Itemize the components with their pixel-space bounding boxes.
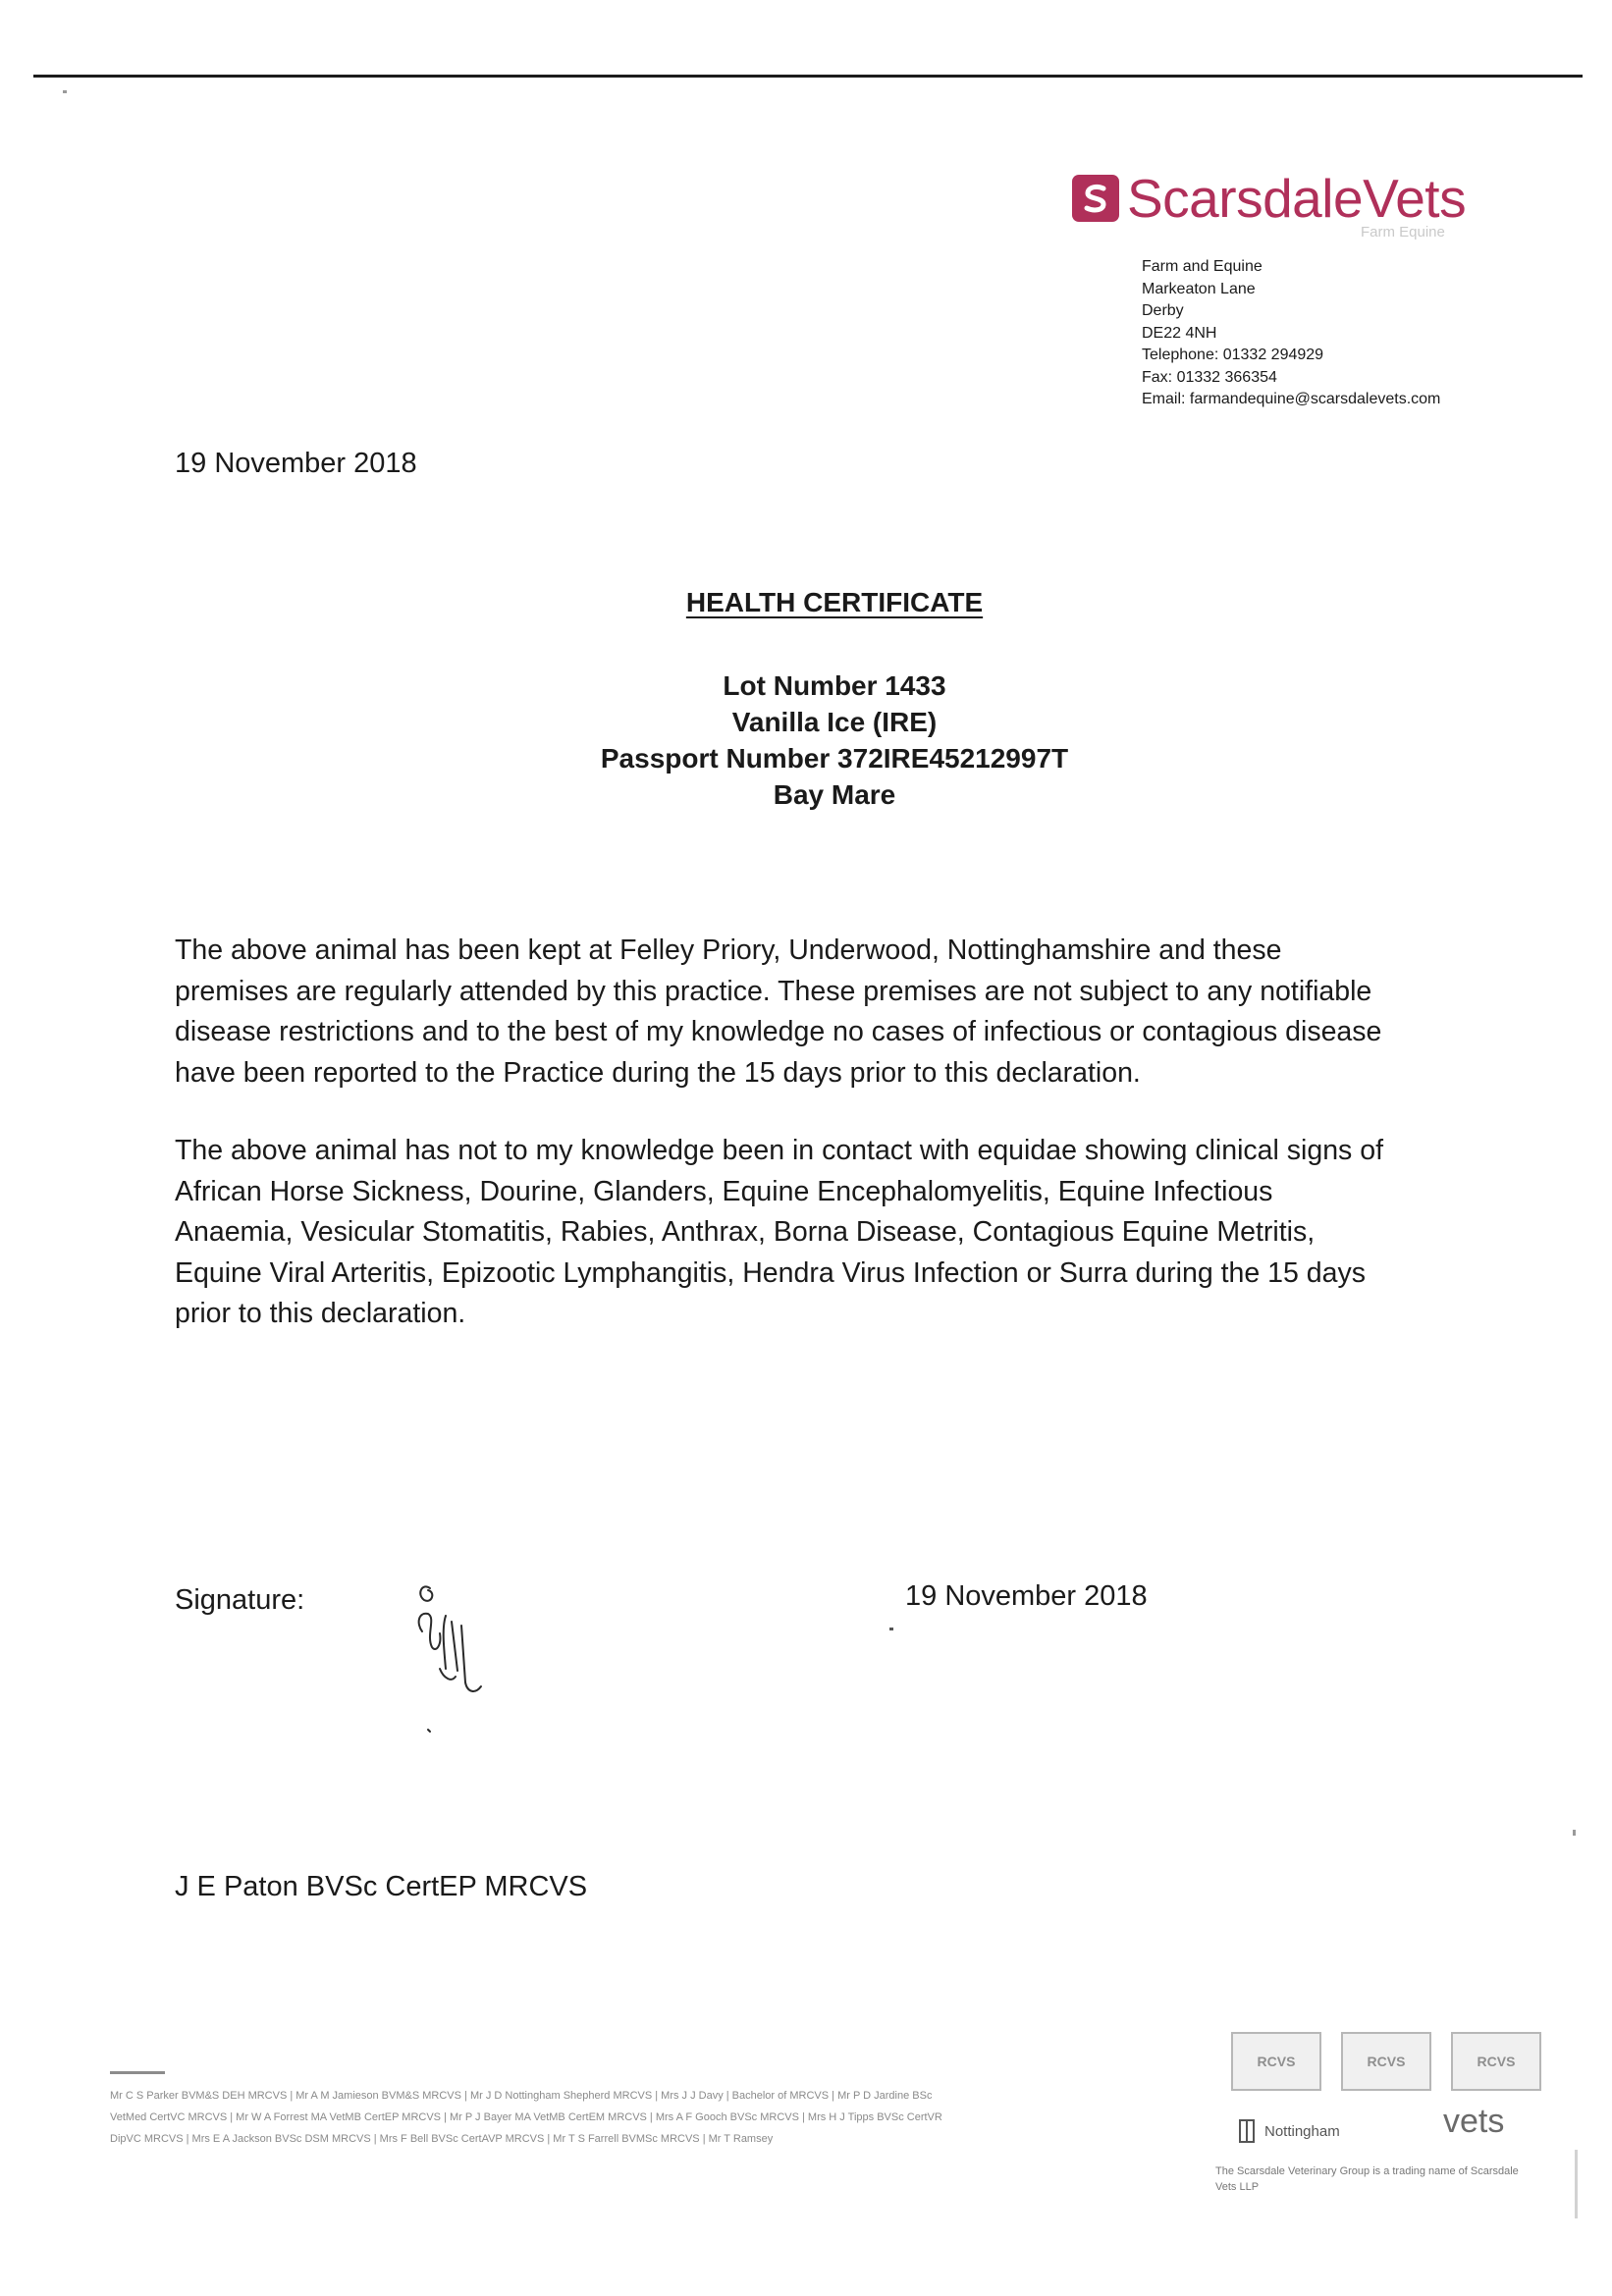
signature-date: 19 November 2018 [905,1580,1148,1612]
brand-name: ScarsdaleVets [1127,167,1467,229]
paragraph-line: have been reported to the Practice during the 15 days prior to this declaration. [175,1056,1141,1089]
paragraph-line: The above animal has been kept at Felley Priory, Underwood, Nottinghamshire and these [175,934,1282,966]
paragraph-line: premises are regularly attended by this practice. These premises are not subject to any notifiable [175,975,1372,1007]
practice-address [1142,256,1440,411]
rcvs-badge: RCVS [1341,2032,1431,2091]
directors-line: VetMed CertVC MRCVS | Mr W A Forrest MA VetMB CertEP MRCVS | Mr P J Bayer MA VetMB CertEM MRCVS | Mrs A F Gooch BVSc MRCVS | Mrs H J Tipps BVSc CertVR [110,2111,942,2123]
animal-details [0,667,1612,813]
scan-speck [63,90,67,93]
paragraph-line: African Horse Sickness, Dourine, Glanders, Equine Encephalomyelitis, Equine Infectious [175,1175,1273,1207]
fax: Fax: 01332 366354 [1142,368,1277,386]
contact-paragraph [175,1131,1383,1335]
address-line: Farm and Equine [1142,258,1263,275]
scan-speck [889,1628,893,1630]
university-name: Nottingham [1264,2122,1340,2140]
logo-mark-icon [1072,175,1119,222]
rcvs-badge: RCVS [1451,2032,1541,2091]
trading-name-note: The Scarsdale Veterinary Group is a trading name of Scarsdale Vets LLP [1215,2165,1519,2193]
directors-line: Mr C S Parker BVM&S DEH MRCVS | Mr A M Jamieson BVM&S MRCVS | Mr J D Nottingham Shepherd MRCVS | Mrs J J Davy | Bachelor of MRCVS | Mr P D Jardine BSc [110,2090,933,2102]
scarsdale-logo [1072,169,1466,228]
paragraph-line: Anaemia, Vesicular Stomatitis, Rabies, Anthrax, Borna Disease, Contagious Equine Metritis, [175,1216,1316,1248]
paragraph-line: disease restrictions and to the best of my knowledge no cases of infectious or contagious disease [175,1016,1382,1047]
scan-speck [1573,1830,1576,1836]
handwritten-signature [406,1575,524,1746]
rcvs-badges [1231,2032,1541,2091]
certificate-title: HEALTH CERTIFICATE [685,587,984,617]
rcvs-badge: RCVS [1231,2032,1321,2091]
brand-subtitle: Farm Equine [1361,224,1445,240]
address-line: Derby [1142,302,1184,319]
paragraph-line: Equine Viral Arteritis, Epizootic Lymphangitis, Hendra Virus Infection or Surra during the 15 days [175,1256,1366,1289]
university-logo [1237,2118,1340,2144]
university-crest-icon [1237,2118,1257,2144]
premises-paragraph [175,931,1381,1094]
passport-number: Passport Number 372IRE45212997T [600,743,1069,774]
signatory-name: J E Paton BVSc CertEP MRCVS [175,1871,588,1902]
scan-edge-mark [1575,2150,1578,2218]
horse-name: Vanilla Ice (IRE) [731,707,938,737]
footer-dash [110,2071,165,2074]
paragraph-line: The above animal has not to my knowledge been in contact with equidae showing clinical signs of [175,1135,1383,1166]
email: Email: farmandequine@scarsdalevets.com [1142,391,1441,407]
directors-list [110,2085,1200,2150]
paragraph-line: prior to this declaration. [175,1298,466,1329]
address-line: Markeaton Lane [1142,280,1256,297]
lot-number: Lot Number 1433 [723,670,946,701]
telephone: Telephone: 01332 294929 [1142,347,1324,363]
directors-line: DipVC MRCVS | Mrs E A Jackson BVSc DSM MRCVS | Mrs F Bell BVSc CertAVP MRCVS | Mr T S Farrell BVMSc MRCVS | Mr T Ramsey [110,2133,774,2145]
signature-label: Signature: [175,1584,305,1616]
top-rule [33,75,1583,78]
letter-date: 19 November 2018 [175,448,417,479]
vets-logo: vets [1443,2103,1505,2140]
horse-description: Bay Mare [773,779,896,810]
address-line: DE22 4NH [1142,324,1217,342]
